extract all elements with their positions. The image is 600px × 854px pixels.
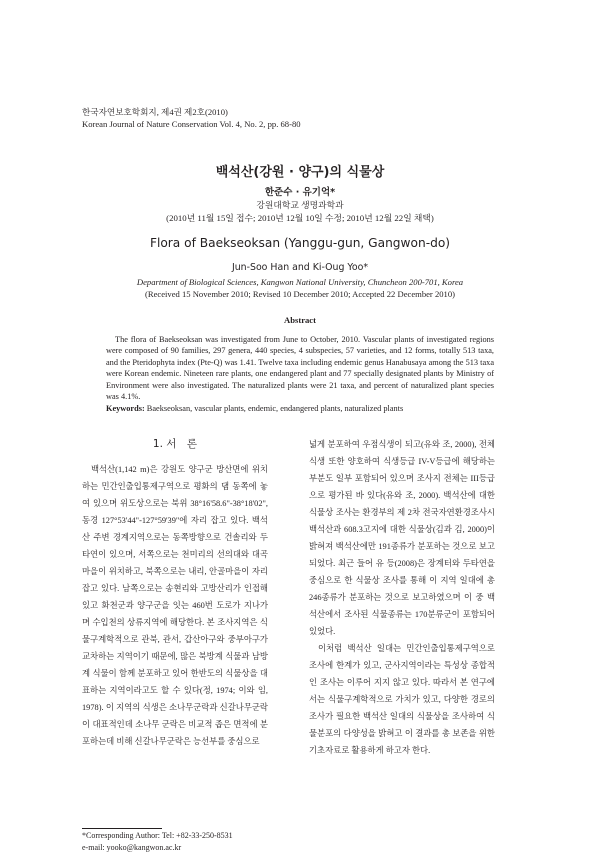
footnote-corresponding-author: *Corresponding Author: Tel: +82-33-250-8531 — [82, 831, 233, 840]
keywords-label: Keywords: — [106, 404, 145, 413]
title-korean: 백석산(강원 · 양구)의 식물상 — [215, 165, 385, 180]
dates-korean: (2010년 11월 15일 접수; 2010년 12월 10일 수정; 2010년 12월 22일 채택) — [166, 213, 434, 223]
journal-header — [82, 106, 301, 130]
affiliation-english: Department of Biological Sciences, Kangwon National University, Chuncheon 200-701, Korea — [136, 277, 464, 287]
footnote-email: e-mail: yooko@kangwon.ac.kr — [82, 843, 182, 852]
footnote-rule — [82, 828, 162, 829]
section-heading-introduction: 1. 서 론 — [152, 438, 198, 450]
authors-korean: 한준수 · 유기억* — [264, 187, 336, 198]
dates-english: (Received 15 November 2010; Revised 10 December 2010; Accepted 22 December 2010) — [145, 289, 455, 299]
body-column-right — [309, 436, 495, 759]
keywords — [106, 403, 494, 414]
abstract-text: The flora of Baekseoksan was investigated from June to October, 2010. Vascular plants of investigated regions were composed of 90 families, 297 genera, 440 species, 4 subspecies, 57 varieties, and 12 forms, totally 513 taxa, and the Pteridophyta index (Pte-Q) was 1.41. Twelve taxa including endemic genus Hanabusaya among the 513 taxa were Korean endemic. Nineteen rare plants, one endangered plant and 77 specially designated plants by Ministry of Environment were also investigated. The naturalized plants were 21 taxa, and percent of naturalized plant species was 4.1%. — [106, 335, 494, 402]
intro-paragraph-2: 이처럼 백석산 일대는 민간인출입통제구역으로 조사에 한계가 있고, 군사지역이라는 특성상 종합적인 조사는 이루어 지지 않고 있다. 따라서 본 연구에서는 식물구계학적으로 가치가 있고, 다양한 경로의 조사가 필요한 백석산 일대의 식물상을 조사하여 식물분포의 다양성을 밝혀고 이 결과를 총 보존을 위한 기초자료로 활용하게 하고자 한다. — [309, 644, 495, 755]
abstract-heading: Abstract — [284, 315, 316, 325]
title-english: Flora of Baekseoksan (Yanggu-gun, Gangwon-do) — [149, 236, 451, 250]
intro-paragraph-1: 백석산(1,142 m)은 강원도 양구군 방산면에 위치하는 민간인출입통제구역으로 평화의 댐 동쪽에 놓여 있으며 위도상으로는 북위 38°16'58.6"-38°18'02", 동경 127°53'44"-127°59'39"에 자리 잡고 있다. 백석산 주변 경계지역으로는 동쪽방향으로 건솔리와 두타연이 있으며, 서쪽으로는 천미리의 선의대와 대곡마을이 위치하고, 북쪽으로는 내리, 안골마을이 자리 잡고 있다. 남쪽으로는 송현리와 고방산리가 인접해 있고 화천군과 양구군을 잇는 460번 도로가 지나가며 수입천의 상류지역에 해당한다. 본 조사지역은 식물구계학적으로 관북, 관서, 갑산아구와 중부아구가 교차하는 지역이기 때문에, 많은 북방계 식물과 남방계 식물이 함께 분포하고 있어 한반도의 식물상을 대표하는 지역이라고도 할 수 있다(정, 1974; 이와 임, 1978). 이 지역의 식생은 소나무군락과 신갈나무군락이 대표적인데 소나무 군락은 비교적 좁은 면적에 분포하는데 비해 신갈나무군락은 능선부를 중심으로 — [82, 465, 268, 746]
keywords-text: Baekseoksan, vascular plants, endemic, endangered plants, naturalized plants — [146, 404, 404, 413]
intro-paragraph-1-continued: 넓게 분포하여 우점식생이 되고(유와 조, 2000), 전체 식생 또한 양호하여 식생등급 IV-V등급에 해당하는 부분도 일부 포함되어 있으며 조사지 전체는 III등급으로 평가된 바 있다(유와 조, 2000). 백석산에 대한 식물상 조사는 환경부의 제 2차 전국자연환경조사시 백석산과 608.3고지에 대한 식물상(김과 김, 2000)이 밝혀져 백석산에만 191종류가 분포하는 것으로 보고되었다. 최근 들어 유 등(2008)은 장계터와 두타연을 중심으로 한 식물상 조사를 통해 이 지역 일대에 총 246종류가 분포하는 것으로 보고하였으며 이 중 백석산에서 조사된 식물종류는 170분류군이 포함되어 있었다. — [309, 440, 495, 636]
journal-name-ko: 한국자연보호학회지, 제4권 제2호(2010) — [82, 107, 228, 117]
affiliation-korean: 강원대학교 생명과학과 — [256, 200, 344, 210]
body-column-left — [82, 461, 268, 750]
authors-english: Jun-Soo Han and Ki-Oug Yoo* — [231, 262, 369, 273]
journal-name-en: Korean Journal of Nature Conservation Vol. 4, No. 2, pp. 68-80 — [82, 119, 301, 129]
